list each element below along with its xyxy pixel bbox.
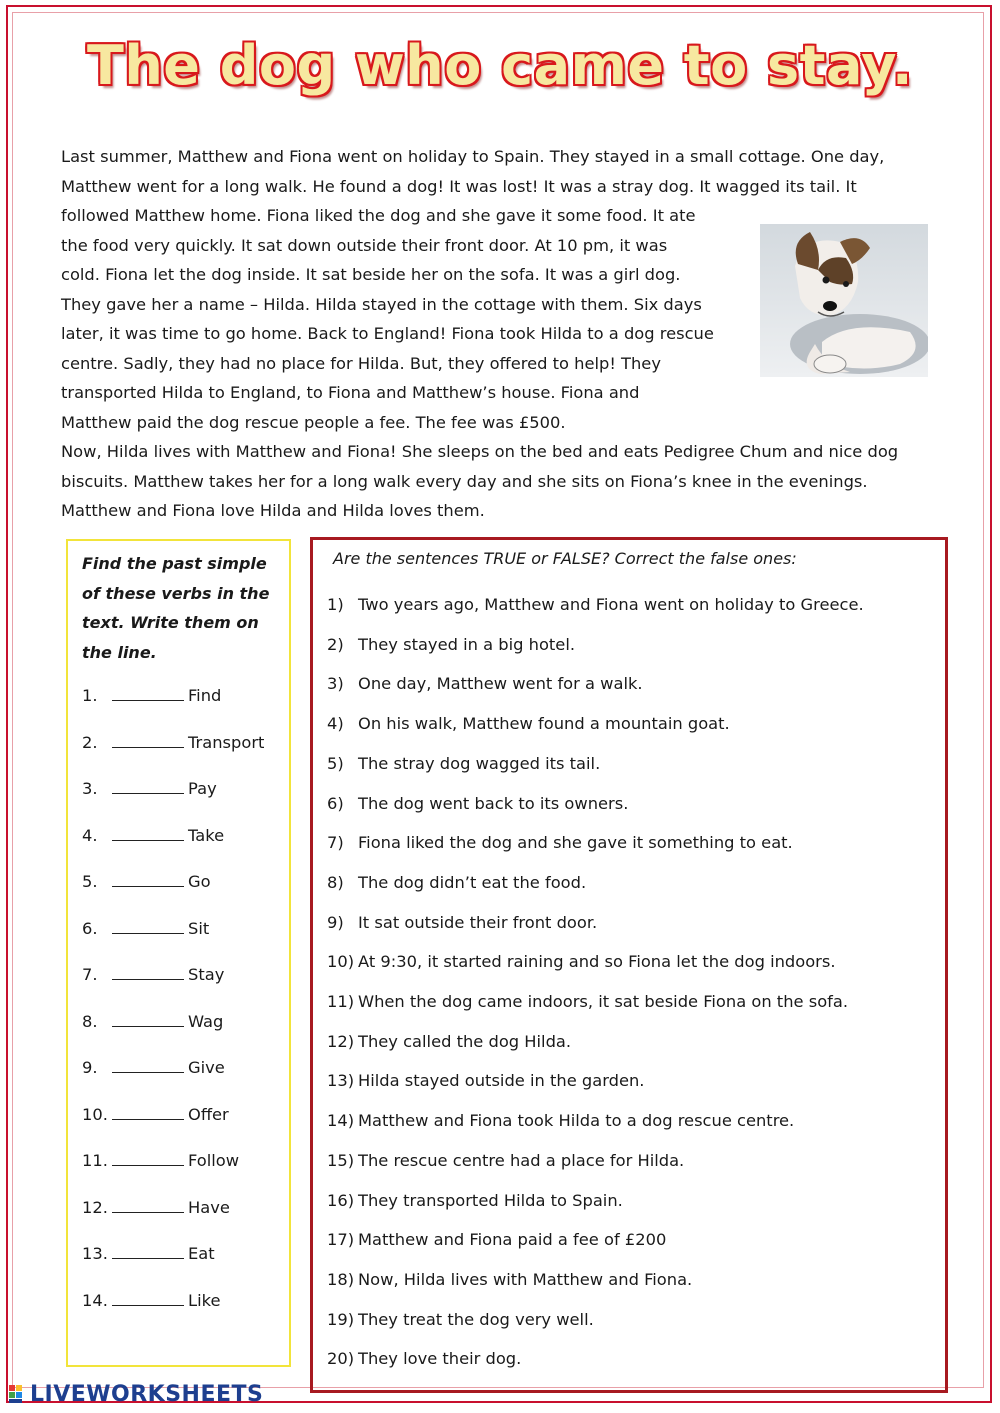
verb-item [82,1291,220,1310]
verb-number: 3. [82,779,98,798]
question-text: The dog didn’t eat the food. [358,872,587,892]
true-false-item[interactable] [327,714,730,733]
verb-number: 6. [82,918,98,938]
question-number: 7) [327,833,344,853]
story-line: biscuits. Matthew takes her for a long walk every day and she sits on Fiona’s knee in the evenings. [61,471,868,491]
verb-word: Like [188,1290,221,1310]
true-false-item[interactable] [327,1032,571,1051]
question-number: 13) [327,1071,355,1091]
question-text: They love their dog. [358,1349,522,1369]
question-text: They transported Hilda to Spain. [358,1190,623,1210]
answer-blank[interactable] [112,1200,184,1213]
true-false-item[interactable] [327,913,597,932]
question-text: The rescue centre had a place for Hilda. [358,1150,685,1170]
verb-item [82,686,221,705]
dog-illustration [760,224,928,377]
true-false-item[interactable] [327,1310,594,1329]
question-number: 3) [327,674,344,694]
question-number: 12) [327,1031,355,1051]
verb-item [82,965,224,984]
verb-number: 10. [82,1104,108,1124]
logo-text: LIVEWORKSHEETS [30,1381,264,1407]
verbs-instruction-line: text. Write them on [82,613,259,632]
verb-word: Transport [188,732,265,752]
verb-word: Stay [188,965,225,984]
liveworksheets-logo [8,1380,263,1408]
verbs-instruction-line: the line. [82,642,157,662]
true-false-item[interactable] [327,1111,794,1130]
question-number: 14) [327,1111,355,1131]
question-text: The stray dog wagged its tail. [358,753,601,773]
question-number: 1) [327,595,344,614]
verbs-instruction-line: of these verbs in the [82,583,270,603]
true-false-item[interactable] [327,1151,684,1170]
verb-word: Take [188,825,225,845]
true-false-item[interactable] [327,1270,692,1289]
story-line: Last summer, Matthew and Fiona went on holiday to Spain. They stayed in a small cottage. One day, [61,147,885,166]
answer-blank[interactable] [112,874,184,887]
true-false-item[interactable] [327,1349,521,1368]
verb-item [82,1012,223,1031]
story-line: Matthew and Fiona love Hilda and Hilda loves them. [61,501,485,520]
true-false-item[interactable] [327,992,848,1011]
verb-number: 12. [82,1197,108,1217]
true-false-item[interactable] [327,952,836,971]
verb-number: 13. [82,1244,108,1263]
question-number: 5) [327,753,344,773]
verb-number: 7. [82,965,98,984]
verb-item [82,733,264,752]
verb-word: Follow [188,1151,240,1170]
true-false-item[interactable] [327,635,575,654]
verb-word: Wag [188,1011,224,1031]
story-line: transported Hilda to England, to Fiona and Matthew’s house. Fiona and [61,383,640,402]
answer-blank[interactable] [112,688,184,701]
question-text: It sat outside their front door. [358,912,598,932]
story-line: Matthew went for a long walk. He found a dog! It was lost! It was a stray dog. It wagged its tail. It [61,176,857,196]
verb-number: 5. [82,872,98,891]
question-text: Fiona liked the dog and she gave it something to eat. [358,833,793,853]
question-number: 20) [327,1349,355,1369]
question-text: The dog went back to its owners. [358,793,629,813]
question-number: 8) [327,872,344,892]
story-line: centre. Sadly, they had no place for Hilda. But, they offered to help! They [61,353,661,373]
verb-word: Sit [188,918,210,938]
verb-number: 1. [82,686,98,705]
verb-word: Offer [188,1104,229,1124]
true-false-item[interactable] [327,873,586,892]
true-false-item[interactable] [327,674,643,693]
verbs-instruction-line: Find the past simple [82,554,267,573]
verb-number: 11. [82,1151,108,1170]
answer-blank[interactable] [112,1107,184,1120]
true-false-item[interactable] [327,754,600,773]
verb-item [82,1105,229,1124]
question-number: 9) [327,912,344,932]
verb-word: Give [188,1058,225,1077]
question-text: On his walk, Matthew found a mountain goat. [358,714,730,734]
true-false-instruction: Are the sentences TRUE or FALSE? Correct the false ones: [333,549,797,568]
question-number: 4) [327,714,344,734]
true-false-item[interactable] [327,833,793,852]
true-false-item[interactable] [327,1191,623,1210]
question-number: 17) [327,1230,355,1250]
story-line: followed Matthew home. Fiona liked the dog and she gave it some food. It ate [61,206,696,225]
verb-item [82,1151,239,1170]
answer-blank[interactable] [112,1060,184,1073]
verb-word: Have [188,1197,230,1217]
worksheet-title: The dog who came to stay. [87,34,913,97]
question-text: Hilda stayed outside in the garden. [358,1071,645,1091]
question-text: They stayed in a big hotel. [358,634,576,654]
story-line: Matthew paid the dog rescue people a fee. The fee was £500. [61,412,566,432]
story-line: later, it was time to go home. Back to England! Fiona took Hilda to a dog rescue [61,324,714,343]
true-false-item[interactable] [327,595,864,614]
question-text: Two years ago, Matthew and Fiona went on holiday to Greece. [358,595,864,614]
question-text: Now, Hilda lives with Matthew and Fiona. [358,1269,693,1289]
verb-item [82,1198,230,1217]
verb-item [82,872,211,891]
verb-number: 4. [82,825,98,845]
question-text: They treat the dog very well. [358,1309,594,1329]
verb-word: Go [188,872,211,891]
answer-blank[interactable] [112,1246,184,1259]
question-number: 16) [327,1190,355,1210]
answer-blank[interactable] [112,1014,184,1027]
question-text: They called the dog Hilda. [358,1031,572,1051]
true-false-item[interactable] [327,1071,644,1090]
true-false-item[interactable] [327,794,628,813]
verb-item [82,919,209,938]
question-text: Matthew and Fiona paid a fee of £200 [358,1230,667,1250]
answer-blank[interactable] [112,1293,184,1306]
verb-number: 9. [82,1058,98,1077]
dog-photo [760,224,928,377]
verb-word: Find [188,686,222,705]
answer-blank[interactable] [112,1153,184,1166]
question-number: 18) [327,1269,355,1289]
answer-blank[interactable] [112,781,184,794]
story-line: They gave her a name – Hilda. Hilda stayed in the cottage with them. Six days [61,294,702,314]
story-line: cold. Fiona let the dog inside. It sat beside her on the sofa. It was a girl dog. [61,265,681,284]
answer-blank[interactable] [112,921,184,934]
liveworksheets-logo-icon [8,1383,30,1405]
story-line: the food very quickly. It sat down outside their front door. At 10 pm, it was [61,235,668,255]
answer-blank[interactable] [112,828,184,841]
verb-number: 14. [82,1290,108,1310]
story-line: Now, Hilda lives with Matthew and Fiona! She sleeps on the bed and eats Pedigree Chum and nice dog [61,442,899,461]
verb-item [82,1244,215,1263]
verb-number: 8. [82,1011,98,1031]
verb-number: 2. [82,732,98,752]
question-number: 11) [327,992,355,1011]
question-number: 15) [327,1150,355,1170]
verb-item [82,779,217,798]
true-false-item[interactable] [327,1230,666,1249]
question-number: 2) [327,634,344,654]
answer-blank[interactable] [112,735,184,748]
question-number: 6) [327,793,344,813]
question-text: Matthew and Fiona took Hilda to a dog rescue centre. [358,1111,795,1131]
question-text: At 9:30, it started raining and so Fiona let the dog indoors. [358,952,836,972]
verb-word: Pay [188,779,217,798]
answer-blank[interactable] [112,967,184,980]
verb-item [82,1058,225,1077]
question-number: 10) [327,952,355,972]
question-number: 19) [327,1309,355,1329]
question-text: One day, Matthew went for a walk. [358,674,643,694]
question-text: When the dog came indoors, it sat beside Fiona on the sofa. [358,992,849,1011]
verb-word: Eat [188,1244,215,1263]
verb-item [82,826,224,845]
verbs-instruction [82,549,282,667]
